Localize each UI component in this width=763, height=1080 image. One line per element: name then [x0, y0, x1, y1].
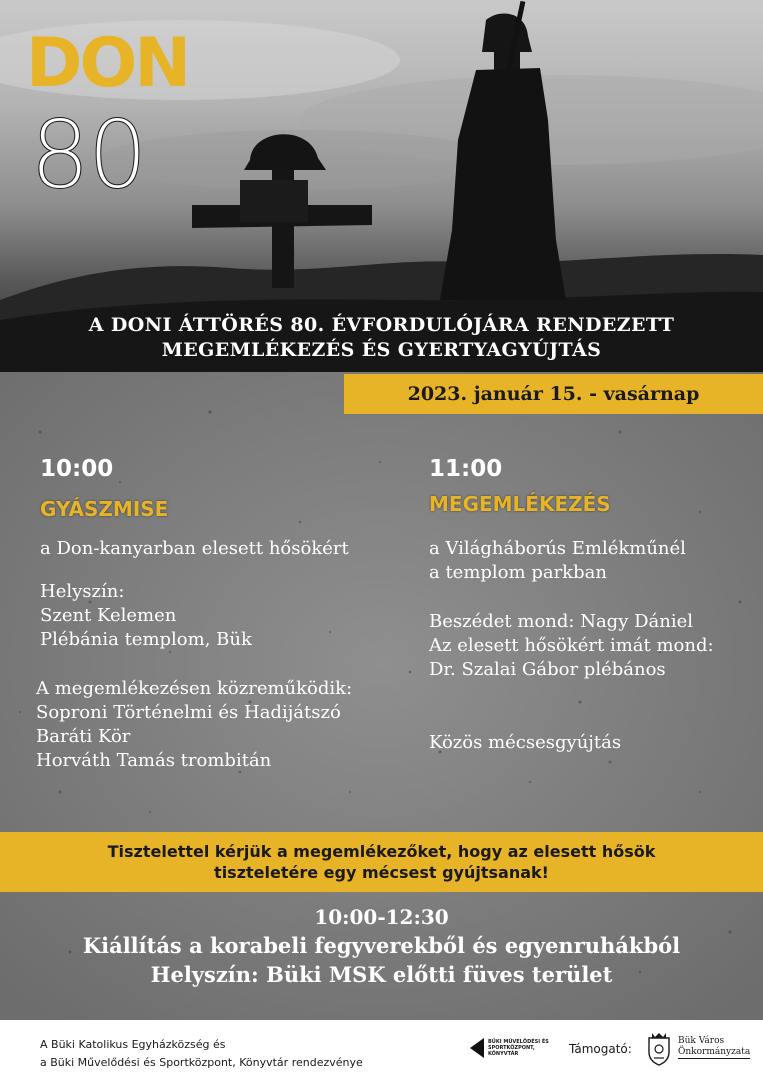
- organizer-line-2: a Büki Művelődési és Sportközpont, Könyvtár rendezvénye: [40, 1056, 363, 1069]
- soldier-silhouette: [440, 1, 566, 300]
- notice-line-2: tiszteletére egy mécsest gyújtsanak!: [214, 863, 549, 882]
- candle-lighting: Közös mécsesgyújtás: [429, 732, 622, 753]
- notice-bar: [0, 832, 763, 892]
- location-line-1: Szent Kelemen: [40, 605, 177, 626]
- city-crest-icon: [646, 1032, 672, 1066]
- partner-logo: [470, 1038, 554, 1058]
- exhibition: [0, 903, 763, 989]
- organizer-line-1: A Büki Katolikus Egyházközség és: [40, 1038, 226, 1051]
- event-date: 2023. január 15. - vasárnap: [344, 374, 763, 414]
- hero-photo: [0, 0, 763, 372]
- headline: [0, 313, 763, 363]
- logo-80: 80: [30, 101, 146, 210]
- sponsor-label: Támogató:: [569, 1042, 632, 1056]
- location-line-2: Plébánia templom, Bük: [40, 629, 252, 650]
- right-event: [429, 455, 502, 483]
- participants-intro: A megemlékezésen közreműködik:: [36, 678, 353, 699]
- left-event-location: [40, 580, 252, 652]
- right-event-time: 11:00: [429, 456, 503, 482]
- place-line-1: a Világháborús Emlékműnél: [429, 538, 686, 559]
- exhibition-line-1: Kiállítás a korabeli fegyverekből és egyenruhákból: [82, 933, 681, 958]
- left-event-participants: [36, 677, 352, 773]
- speech: Beszédet mond: Nagy Dániel: [429, 611, 694, 632]
- left-event: [40, 455, 113, 483]
- participant-1: Soproni Történelmi és Hadijátszó: [36, 702, 341, 723]
- participant-2: Baráti Kör: [36, 726, 131, 747]
- participant-3: Horváth Tamás trombitán: [36, 750, 272, 771]
- right-event-title-box: [429, 491, 611, 517]
- city-line-2: Önkormányzata: [678, 1047, 751, 1057]
- prayer-line-2: Dr. Szalai Gábor plébános: [429, 659, 666, 680]
- left-event-title: GYÁSZMISE: [40, 497, 169, 521]
- right-event-title: MEGEMLÉKEZÉS: [429, 492, 611, 516]
- exhibition-line-2: Helyszín: Büki MSK előtti füves terület: [150, 962, 613, 987]
- arrow-logo-icon: [470, 1038, 484, 1058]
- partner-logo-text: BÜKI MŰVELŐDÉSI ÉS SPORTKÖZPONT, KÖNYVTÁR: [488, 1039, 549, 1057]
- city-line-1: Bük Város: [678, 1036, 725, 1046]
- logo-don: DON: [26, 24, 189, 103]
- right-event-speakers: [429, 610, 714, 682]
- place-line-2: a templom parkban: [429, 562, 607, 583]
- headline-line-1: A DONI ÁTTÖRÉS 80. ÉVFORDULÓJÁRA RENDEZETT: [88, 314, 675, 336]
- city-name: [678, 1036, 750, 1059]
- organizers: [40, 1036, 363, 1072]
- right-event-place: [429, 537, 686, 585]
- location-label: Helyszín:: [40, 581, 125, 602]
- exhibition-time: 10:00-12:30: [314, 905, 449, 929]
- prayer-line-1: Az elesett hősökért imát mond:: [429, 635, 714, 656]
- left-event-subtitle: a Don-kanyarban elesett hősökért: [40, 538, 349, 559]
- left-event-title-box: [40, 496, 168, 522]
- footer: [0, 1020, 763, 1080]
- notice-line-1: Tisztelettel kérjük a megemlékezőket, hogy az elesett hősök: [107, 842, 656, 861]
- headline-line-2: MEGEMLÉKEZÉS ÉS GYERTYAGYÚJTÁS: [161, 339, 602, 361]
- left-event-time: 10:00: [40, 456, 114, 482]
